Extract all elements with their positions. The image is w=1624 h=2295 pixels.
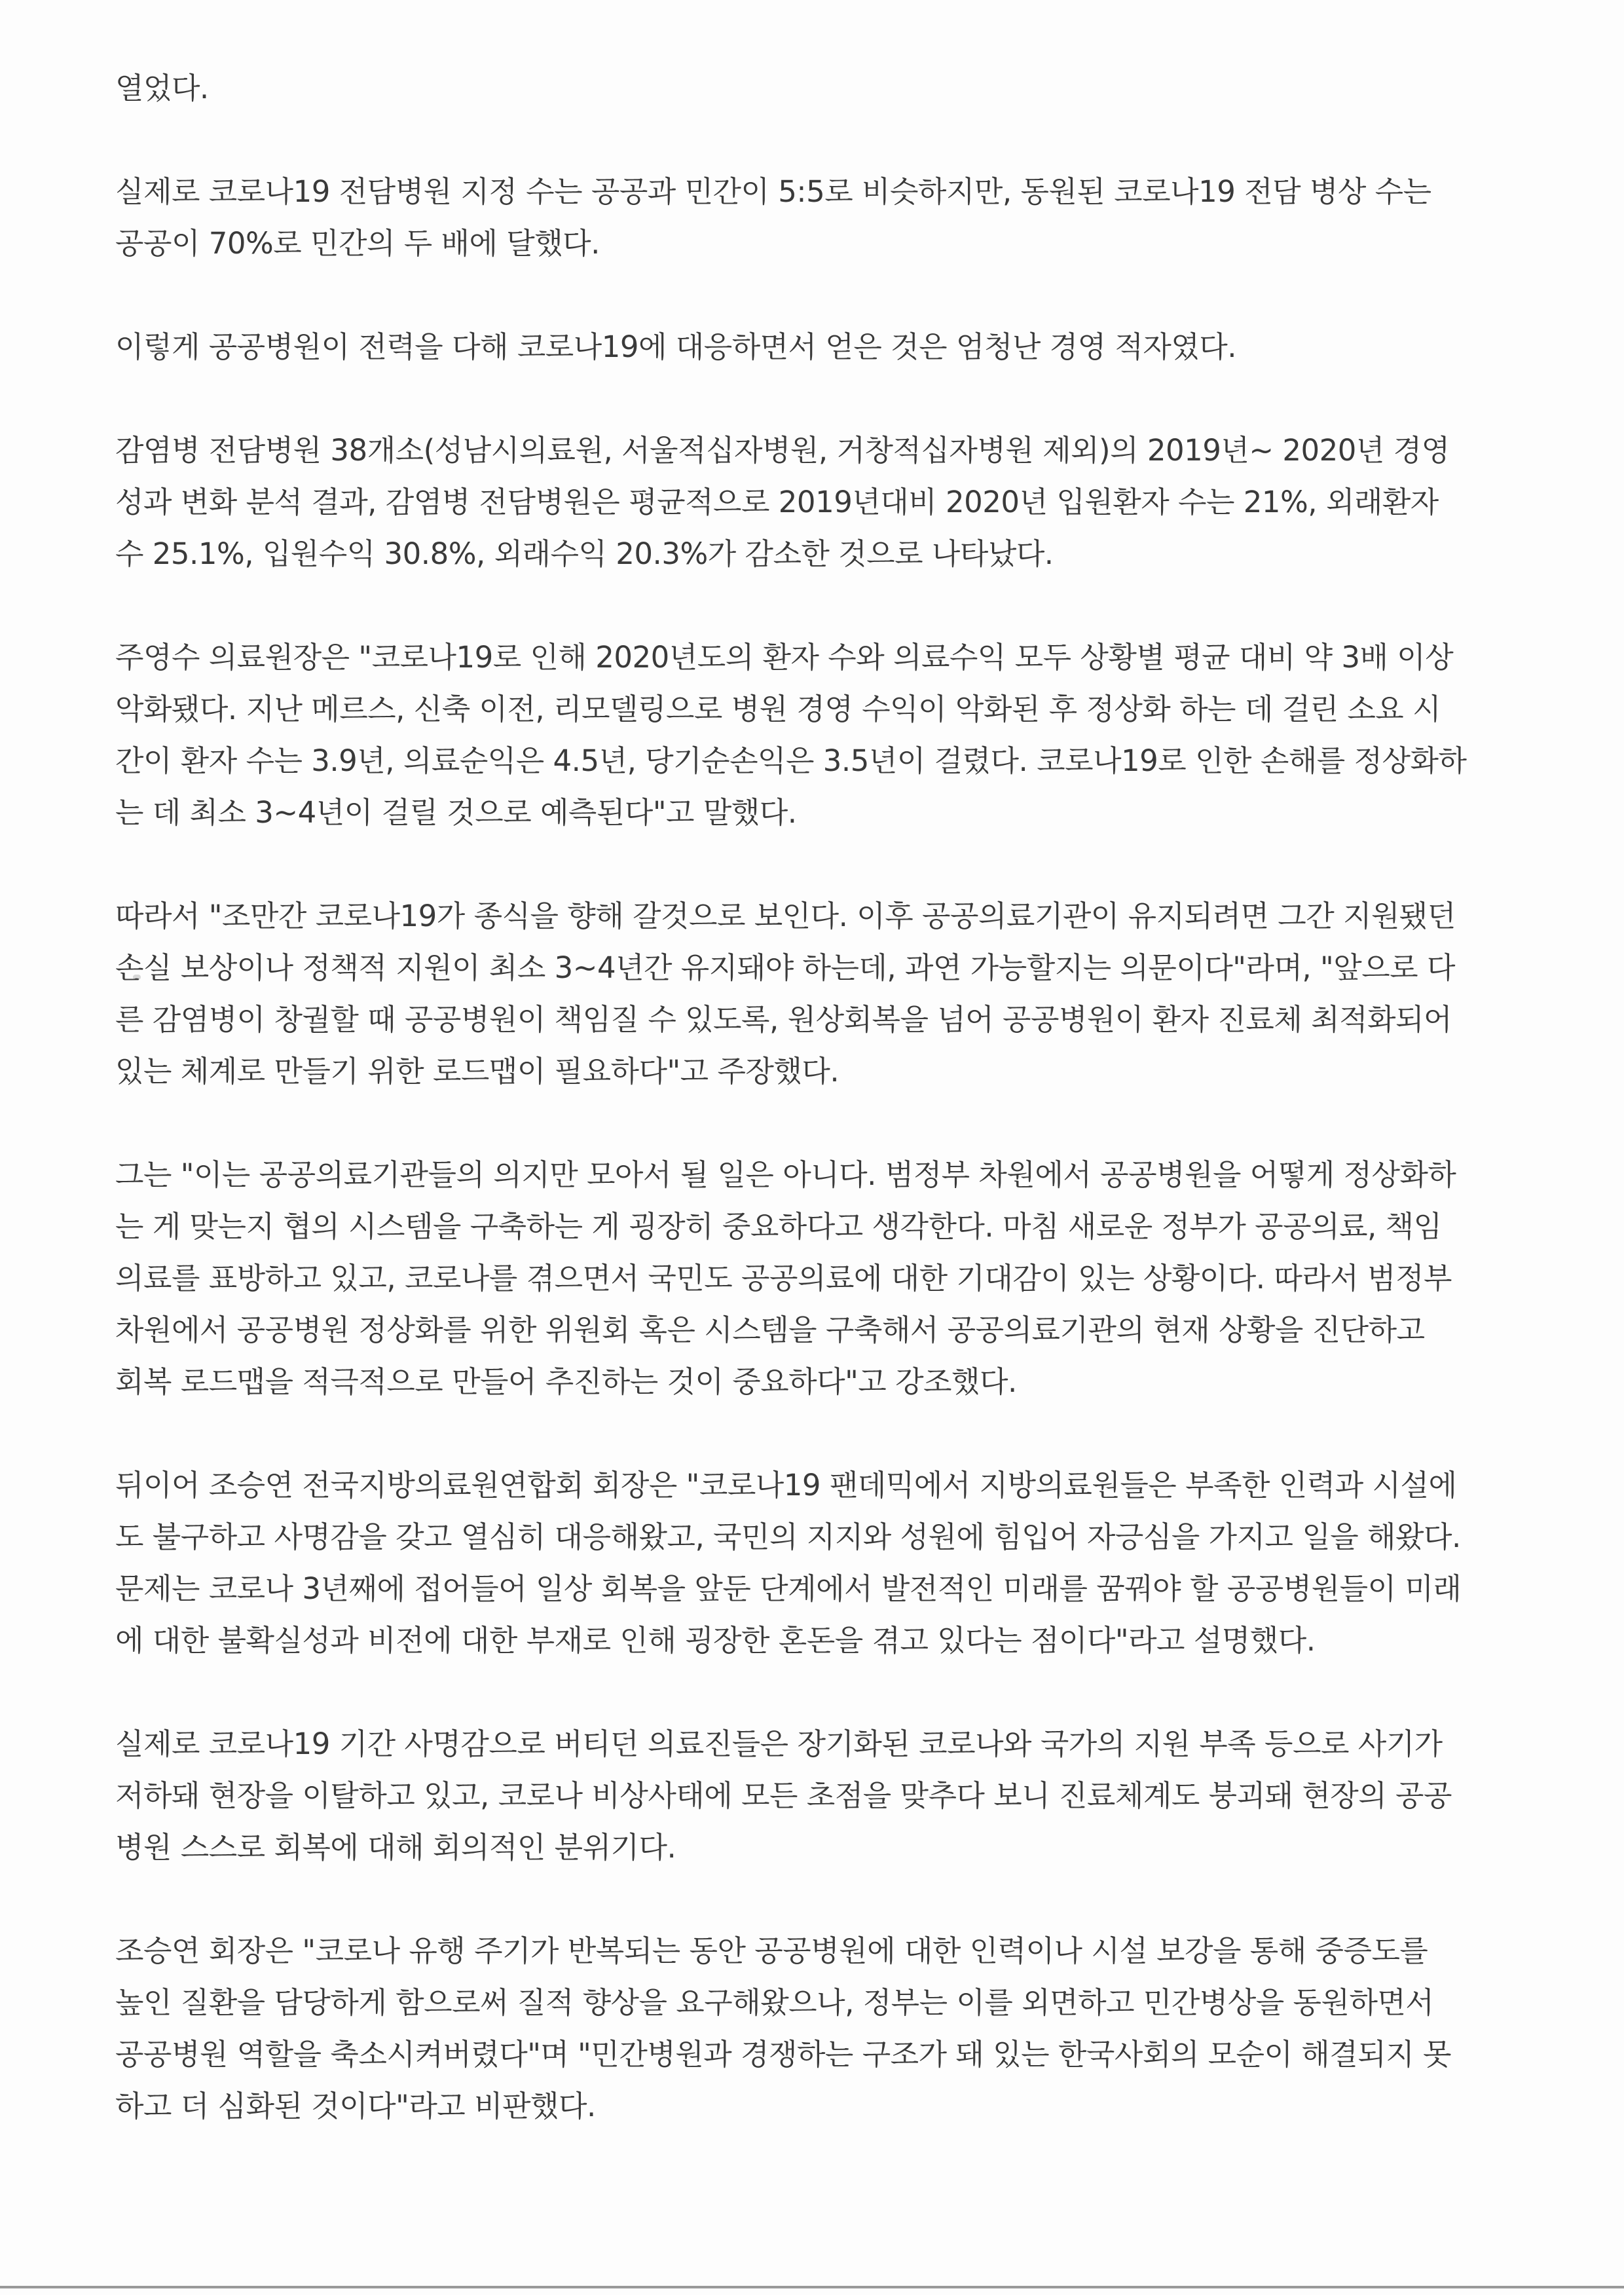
paragraph-3: 이렇게 공공병원이 전력을 다해 코로나19에 대응하면서 얻은 것은 엄청난 경영 적자였다. [115, 329, 1237, 364]
paragraph-10: 조승연 회장은 "코로나 유행 주기가 반복되는 동안 공공병원에 대한 인력이나 시설 보강을 통해 중증도를 높인 질환을 담당하게 함으로써 질적 향상을 요구해왔으나, 정부는 이를 외면하고 민간병상을 동원하면서 공공병원 역할을 축소시켜버렸다"며 "민간병원과 경쟁하는 구조가 돼 있는 한국사회의 모순이 해결되지 못 하고 더 심화된 것이다"라고 비판했다. [115, 1933, 1451, 2123]
paragraph-2: 실제로 코로나19 전담병원 지정 수는 공공과 민간이 5:5로 비슷하지만, 동원된 코로나19 전담 병상 수는 공공이 70%로 민간의 두 배에 달했다. [115, 174, 1431, 261]
paragraph-4: 감염병 전담병원 38개소(성남시의료원, 서울적십자병원, 거창적십자병원 제외)의 2019년~ 2020년 경영 성과 변화 분석 결과, 감염병 전담병원은 평균적으로 2019년대비 2020년 입원환자 수는 21%, 외래환자 수 25.1%, 입원수익 30.8%, 외래수익 20.3%가 감소한 것으로 나타났다. [115, 433, 1450, 571]
paragraph-8: 뒤이어 조승연 전국지방의료원연합회 회장은 "코로나19 팬데믹에서 지방의료원들은 부족한 인력과 시설에 도 불구하고 사명감을 갖고 열심히 대응해왔고, 국민의 지지와 성원에 힘입어 자긍심을 가지고 일을 해왔다. 문제는 코로나 3년째에 접어들어 일상 회복을 앞둔 단계에서 발전적인 미래를 꿈꿔야 할 공공병원들이 미래 에 대한 불확실성과 비전에 대한 부재로 인해 굉장한 혼돈을 겪고 있다는 점이다"라고 설명했다. [115, 1468, 1462, 1658]
paragraph-1: 열었다. [115, 71, 209, 105]
paragraph-5: 주영수 의료원장은 "코로나19로 인해 2020년도의 환자 수와 의료수익 모두 상황별 평균 대비 약 3배 이상 악화됐다. 지난 메르스, 신축 이전, 리모델링으로 병원 경영 수익이 악화된 후 정상화 하는 데 걸린 소요 시 간이 환자 수는 3.9년, 의료순익은 4.5년, 당기순손익은 3.5년이 걸렸다. 코로나19로 인한 손해를 정상화하 는 데 최소 3~4년이 걸릴 것으로 예측된다"고 말했다. [115, 640, 1467, 830]
bottom-border-line [0, 2286, 1624, 2288]
paragraph-6: 따라서 "조만간 코로나19가 종식을 향해 갈것으로 보인다. 이후 공공의료기관이 유지되려면 그간 지원됐던 손실 보상이나 정책적 지원이 최소 3~4년간 유지돼야 하는데, 과연 가능할지는 의문이다"라며, "앞으로 다 른 감염병이 창궐할 때 공공병원이 책임질 수 있도록, 원상회복을 넘어 공공병원이 환자 진료체 최적화되어 있는 체계로 만들기 위한 로드맵이 필요하다"고 주장했다. [115, 899, 1456, 1089]
article-body [115, 62, 1523, 2132]
paragraph-9: 실제로 코로나19 기간 사명감으로 버티던 의료진들은 장기화된 코로나와 국가의 지원 부족 등으로 사기가 저하돼 현장을 이탈하고 있고, 코로나 비상사태에 모든 초점을 맞추다 보니 진료체계도 붕괴돼 현장의 공공 병원 스스로 회복에 대해 회의적인 분위기다. [115, 1726, 1452, 1865]
paragraph-7: 그는 "이는 공공의료기관들의 의지만 모아서 될 일은 아니다. 범정부 차원에서 공공병원을 어떻게 정상화하 는 게 맞는지 협의 시스템을 구축하는 게 굉장히 중요하다고 생각한다. 마침 새로운 정부가 공공의료, 책임 의료를 표방하고 있고, 코로나를 겪으면서 국민도 공공의료에 대한 기대감이 있는 상황이다. 따라서 범정부 차원에서 공공병원 정상화를 위한 위원회 혹은 시스템을 구축해서 공공의료기관의 현재 상황을 진단하고 회복 로드맵을 적극적으로 만들어 추진하는 것이 중요하다"고 강조했다. [115, 1157, 1456, 1399]
